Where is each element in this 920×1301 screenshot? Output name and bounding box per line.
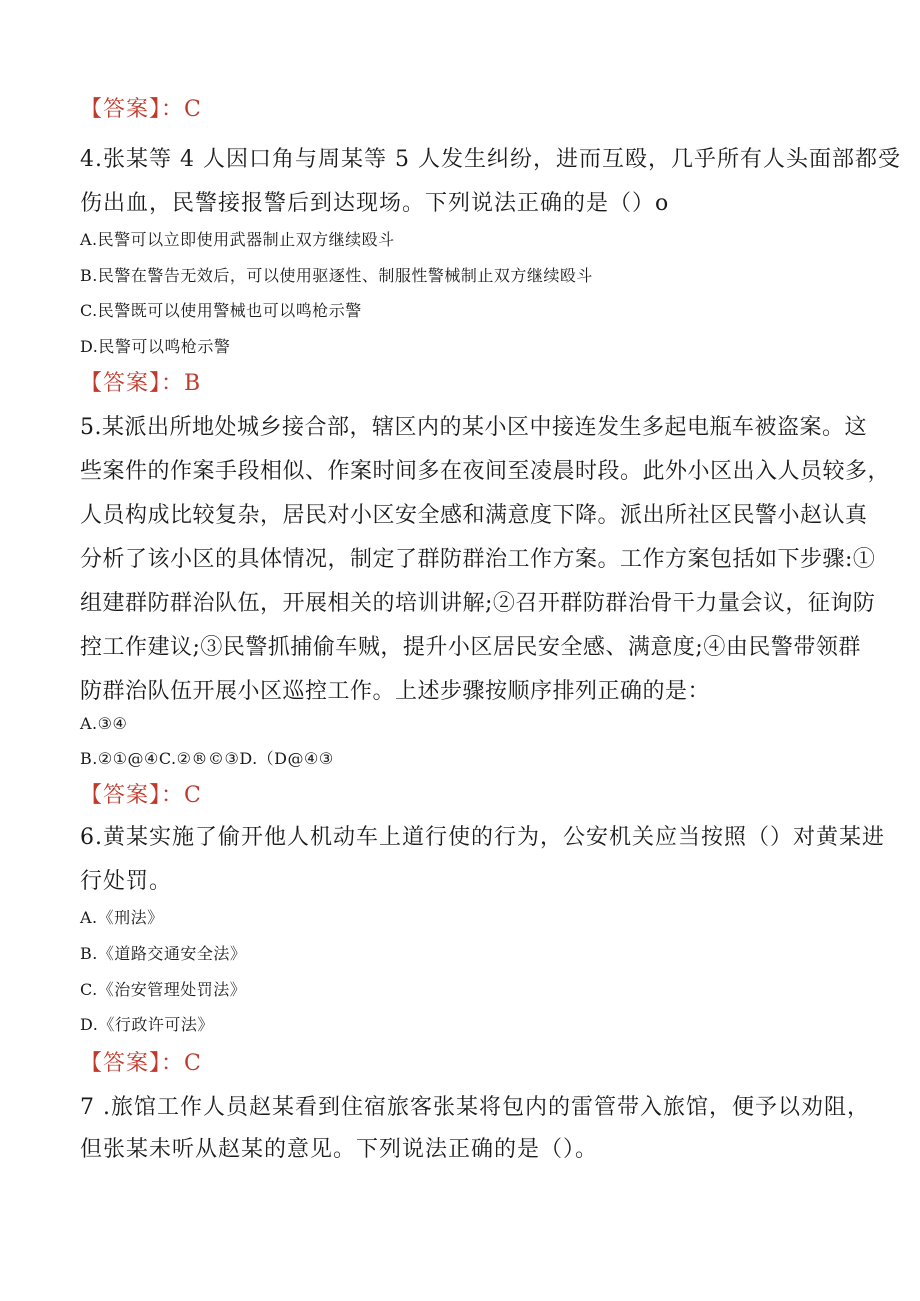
question-4-option-b: B.民警在警告无效后，可以使用驱逐性、制服性警械制止双方继续殴斗 xyxy=(80,266,593,285)
question-5-line-1: 5.某派出所地处城乡接合部，辖区内的某小区中接连发生多起电瓶车被盗案。这 xyxy=(80,415,867,440)
question-4-line-1: 4.张某等 4 人因口角与周某等 5 人发生纠纷，进而互殴，几乎所有人头面部都受 xyxy=(80,147,901,172)
question-6-option-d: D.《行政许可法》 xyxy=(80,1015,214,1034)
question-4-option-a: A.民警可以立即使用武器制止双方继续殴斗 xyxy=(80,230,395,249)
question-4-line-2: 伤出血，民警接报警后到达现场。下列说法正确的是（）o xyxy=(80,191,670,216)
answer-q6: 【答案】：C xyxy=(80,1051,202,1076)
question-7-line-1: 7 .旅馆工作人员赵某看到住宿旅客张某将包内的雷管带入旅馆，便予以劝阻， xyxy=(80,1095,870,1120)
question-4-option-d: D.民警可以鸣枪示警 xyxy=(80,337,231,356)
answer-q3: 【答案】：C xyxy=(80,97,202,122)
question-5-option-bcd: B.②①@④C.②®©③D.（D@④③ xyxy=(80,749,334,768)
question-6-option-a: A.《刑法》 xyxy=(80,908,164,927)
question-5-line-2: 些案件的作案手段相似、作案时间多在夜间至凌晨时段。此外小区出入人员较多， xyxy=(80,459,891,484)
question-6-line-1: 6.黄某实施了偷开他人机动车上道行使的行为，公安机关应当按照（）对黄某进 xyxy=(80,825,885,850)
question-5-option-a: A.③④ xyxy=(80,714,128,733)
question-5-line-7: 防群治队伍开展小区巡控工作。上述步骤按顺序排列正确的是： xyxy=(80,679,711,704)
question-6-option-b: B.《道路交通安全法》 xyxy=(80,944,247,963)
question-7-line-2: 但张某未听从赵某的意见。下列说法正确的是（）。 xyxy=(80,1137,599,1162)
question-5-line-5: 组建群防群治队伍，开展相关的培训讲解;②召开群防群治骨干力量会议，征询防 xyxy=(80,591,876,616)
question-5-line-3: 人员构成比较复杂，居民对小区安全感和满意度下降。派出所社区民警小赵认真 xyxy=(80,503,868,528)
question-6-option-c: C.《治安管理处罚法》 xyxy=(80,980,247,999)
question-5-line-4: 分析了该小区的具体情况，制定了群防群治工作方案。工作方案包括如下步骤:① xyxy=(80,547,876,572)
answer-q5: 【答案】：C xyxy=(80,783,202,808)
question-5-line-6: 控工作建议;③民警抓捕偷车贼，提升小区居民安全感、满意度;④由民警带领群 xyxy=(80,635,861,660)
question-4-option-c: C.民警既可以使用警械也可以鸣枪示警 xyxy=(80,301,362,320)
answer-q4: 【答案】：B xyxy=(80,371,202,396)
question-6-line-2: 行处罚。 xyxy=(80,869,173,894)
